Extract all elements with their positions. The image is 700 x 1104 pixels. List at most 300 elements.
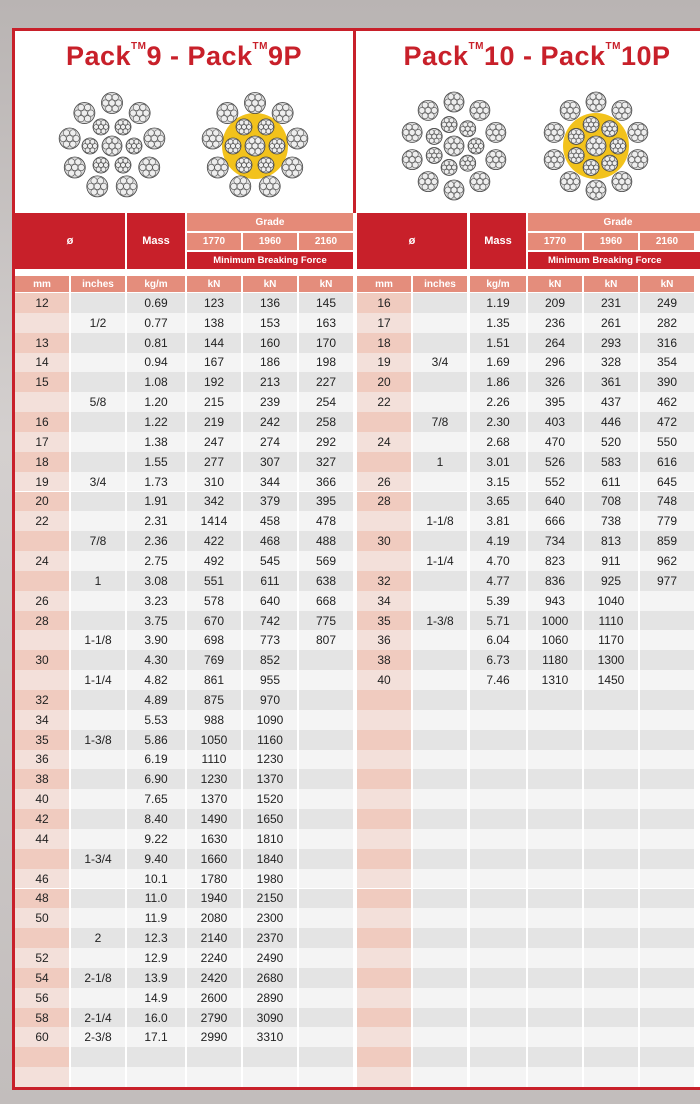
table-cell — [357, 988, 411, 1008]
table-cell: 1040 — [584, 591, 638, 611]
table-cell — [413, 571, 467, 591]
table-cell: 153 — [243, 313, 297, 333]
table-cell — [584, 829, 638, 849]
unit-label: kN — [187, 276, 241, 292]
table-cell — [15, 531, 69, 551]
table-cell — [299, 1047, 353, 1067]
table-cell: 779 — [640, 511, 694, 531]
table-cell: 6.19 — [127, 750, 185, 770]
table-cell: 14 — [15, 353, 69, 373]
unit-label: inches — [71, 276, 125, 292]
mbf-header-right: Minimum Breaking Force — [528, 252, 700, 269]
table-cell: 236 — [528, 313, 582, 333]
table-cell — [71, 611, 125, 631]
table-cell: 14.9 — [127, 988, 185, 1008]
table-cell — [640, 591, 694, 611]
rope-cross-section-9 — [57, 91, 167, 201]
table-cell — [470, 750, 526, 770]
table-cell — [71, 293, 125, 313]
table-cell — [413, 889, 467, 909]
table-cell: 167 — [187, 353, 241, 373]
table-cell — [584, 789, 638, 809]
table-cell: 1810 — [243, 829, 297, 849]
table-cell: 296 — [528, 353, 582, 373]
table-cell — [15, 1047, 69, 1067]
table-cell — [640, 730, 694, 750]
table-cell: 0.81 — [127, 333, 185, 353]
table-cell — [640, 1047, 694, 1067]
table-cell: 395 — [299, 492, 353, 512]
table-cell: 875 — [187, 690, 241, 710]
table-cell: 1 — [413, 452, 467, 472]
table-cell — [584, 908, 638, 928]
table-cell: 2490 — [243, 948, 297, 968]
table-cell — [470, 928, 526, 948]
table-cell — [640, 1008, 694, 1028]
table-cell — [528, 988, 582, 1008]
table-cell — [15, 571, 69, 591]
table-cell — [299, 1027, 353, 1047]
table-cell: 261 — [584, 313, 638, 333]
table-cell — [15, 670, 69, 690]
table-cell: 123 — [187, 293, 241, 313]
table-cell: 10.1 — [127, 869, 185, 889]
table-cell — [584, 869, 638, 889]
table-cell: 769 — [187, 650, 241, 670]
table-cell — [528, 1008, 582, 1028]
table-cell: 6.73 — [470, 650, 526, 670]
table-cell: 19 — [357, 353, 411, 373]
table-cell: 5.71 — [470, 611, 526, 631]
table-cell: 2420 — [187, 968, 241, 988]
table-cell — [584, 968, 638, 988]
table-cell: 569 — [299, 551, 353, 571]
table-cell — [357, 412, 411, 432]
table-cell — [470, 829, 526, 849]
unit-label: kN — [299, 276, 353, 292]
table-cell — [357, 551, 411, 571]
table-cell — [71, 809, 125, 829]
table-cell — [413, 392, 467, 412]
table-cell — [299, 690, 353, 710]
table-cell — [299, 789, 353, 809]
table-cell — [470, 869, 526, 889]
table-cell — [528, 849, 582, 869]
table-cell: 24 — [15, 551, 69, 571]
table-cell: 1300 — [584, 650, 638, 670]
table-cell: 18 — [357, 333, 411, 353]
table-cell — [71, 750, 125, 770]
table-cell — [357, 750, 411, 770]
table-cell — [584, 1027, 638, 1047]
table-cell — [299, 908, 353, 928]
table-cell — [640, 829, 694, 849]
table-cell: 1-1/8 — [413, 511, 467, 531]
table-cell: 390 — [640, 372, 694, 392]
table-cell: 327 — [299, 452, 353, 472]
table-cell: 19 — [15, 472, 69, 492]
table-cell — [470, 889, 526, 909]
table-cell — [413, 670, 467, 690]
pack10-header — [357, 31, 700, 213]
table-cell: 925 — [584, 571, 638, 591]
table-cell — [413, 472, 467, 492]
table-cell: 26 — [357, 472, 411, 492]
table-cell: 5.39 — [470, 591, 526, 611]
table-cell — [357, 968, 411, 988]
table-cell: 478 — [299, 511, 353, 531]
table-cell: 30 — [357, 531, 411, 551]
table-cell — [357, 889, 411, 909]
table-cell: 2890 — [243, 988, 297, 1008]
table-cell: 12.9 — [127, 948, 185, 968]
table-cell: 328 — [584, 353, 638, 373]
unit-label: inches — [413, 276, 467, 292]
table-cell: 28 — [357, 492, 411, 512]
table-cell: 15 — [15, 372, 69, 392]
table-cell: 4.77 — [470, 571, 526, 591]
table-cell: 1.20 — [127, 392, 185, 412]
table-cell: 468 — [243, 531, 297, 551]
table-cell: 264 — [528, 333, 582, 353]
table-cell: 1-1/4 — [413, 551, 467, 571]
table-cell: 670 — [187, 611, 241, 631]
table-cell: 138 — [187, 313, 241, 333]
table-cell: 354 — [640, 353, 694, 373]
table-cell: 611 — [584, 472, 638, 492]
table-cell: 1-3/4 — [71, 849, 125, 869]
table-cell: 52 — [15, 948, 69, 968]
table-cell: 22 — [357, 392, 411, 412]
table-cell: 2.36 — [127, 531, 185, 551]
table-cell — [470, 908, 526, 928]
table-cell: 2 — [71, 928, 125, 948]
table-cell: 310 — [187, 472, 241, 492]
table-cell — [470, 988, 526, 1008]
table-cell: 12 — [15, 293, 69, 313]
table-cell: 20 — [15, 492, 69, 512]
unit-label: kg/m — [470, 276, 526, 292]
table-cell: 645 — [640, 472, 694, 492]
unit-label: kg/m — [127, 276, 185, 292]
table-cell — [470, 1047, 526, 1067]
table-cell: 1.19 — [470, 293, 526, 313]
table-cell: 3.90 — [127, 630, 185, 650]
table-cell: 552 — [528, 472, 582, 492]
table-cell: 6.90 — [127, 769, 185, 789]
table-cell — [528, 750, 582, 770]
table-cell — [299, 988, 353, 1008]
table-cell: 773 — [243, 630, 297, 650]
table-cell: 807 — [299, 630, 353, 650]
pack9-title: Pack™9 - Pack™9P — [65, 41, 303, 71]
table-cell: 4.70 — [470, 551, 526, 571]
table-cell: 1630 — [187, 829, 241, 849]
table-cell: 852 — [243, 650, 297, 670]
table-cell: 316 — [640, 333, 694, 353]
table-cell — [584, 988, 638, 1008]
table-cell — [528, 908, 582, 928]
table-cell: 943 — [528, 591, 582, 611]
table-cell — [413, 690, 467, 710]
table-cell — [357, 908, 411, 928]
table-cell: 1/2 — [71, 313, 125, 333]
grade-2160-right: 2160 — [640, 233, 694, 250]
table-cell: 1060 — [528, 630, 582, 650]
table-cell: 3090 — [243, 1008, 297, 1028]
table-cell: 292 — [299, 432, 353, 452]
table-cell — [299, 1008, 353, 1028]
grade-1960-right: 1960 — [584, 233, 638, 250]
table-cell — [299, 730, 353, 750]
table-cell: 395 — [528, 392, 582, 412]
table-cell: 1490 — [187, 809, 241, 829]
table-cell — [528, 1047, 582, 1067]
rope-cross-section-10p — [541, 91, 651, 201]
table-cell: 11.0 — [127, 889, 185, 909]
table-cell: 3.23 — [127, 591, 185, 611]
table-cell: 640 — [528, 492, 582, 512]
rope-cross-section-10 — [399, 91, 509, 201]
table-cell: 342 — [187, 492, 241, 512]
table-cell — [470, 1008, 526, 1028]
table-cell — [299, 670, 353, 690]
table-cell: 227 — [299, 372, 353, 392]
table-cell — [15, 313, 69, 333]
table-cell: 293 — [584, 333, 638, 353]
table-cell — [413, 789, 467, 809]
table-cell — [413, 829, 467, 849]
table-cell: 344 — [243, 472, 297, 492]
table-cell: 38 — [15, 769, 69, 789]
table-cell: 1-1/8 — [71, 630, 125, 650]
table-cell: 955 — [243, 670, 297, 690]
table-cell — [470, 948, 526, 968]
table-cell — [413, 928, 467, 948]
table-cell — [413, 313, 467, 333]
table-cell — [640, 630, 694, 650]
table-cell — [413, 1047, 467, 1067]
table-cell: 446 — [584, 412, 638, 432]
table-cell — [71, 372, 125, 392]
table-cell — [584, 690, 638, 710]
table-cell: 638 — [299, 571, 353, 591]
table-cell — [470, 789, 526, 809]
table-cell: 520 — [584, 432, 638, 452]
table-cell — [71, 789, 125, 809]
table-cell: 911 — [584, 551, 638, 571]
table-cell: 274 — [243, 432, 297, 452]
table-cell: 5.86 — [127, 730, 185, 750]
table-cell — [413, 650, 467, 670]
table-cell — [413, 869, 467, 889]
table-cell — [357, 690, 411, 710]
table-cell — [127, 1047, 185, 1067]
table-cell — [413, 710, 467, 730]
table-cell — [470, 968, 526, 988]
rope-data-sheet — [12, 28, 700, 1090]
table-cell — [413, 948, 467, 968]
table-cell: 2150 — [243, 889, 297, 909]
table-cell: 56 — [15, 988, 69, 1008]
table-cell: 550 — [640, 432, 694, 452]
table-cell: 861 — [187, 670, 241, 690]
table-cell: 247 — [187, 432, 241, 452]
table-cell: 1980 — [243, 869, 297, 889]
table-cell — [470, 690, 526, 710]
table-cell — [71, 353, 125, 373]
table-cell: 742 — [243, 611, 297, 631]
table-cell: 1660 — [187, 849, 241, 869]
table-cell: 0.77 — [127, 313, 185, 333]
table-cell: 1310 — [528, 670, 582, 690]
table-cell: 50 — [15, 908, 69, 928]
table-cell: 2.26 — [470, 392, 526, 412]
table-cell: 1.91 — [127, 492, 185, 512]
table-cell — [299, 849, 353, 869]
table-cell: 1450 — [584, 670, 638, 690]
table-cell — [357, 769, 411, 789]
table-cell: 24 — [357, 432, 411, 452]
table-cell: 1370 — [243, 769, 297, 789]
table-cell — [640, 769, 694, 789]
unit-label: mm — [15, 276, 69, 292]
table-cell — [584, 889, 638, 909]
table-cell — [584, 1067, 638, 1087]
table-cell: 1.55 — [127, 452, 185, 472]
table-cell: 1-3/8 — [71, 730, 125, 750]
table-cell — [528, 789, 582, 809]
table-cell: 3.65 — [470, 492, 526, 512]
table-cell — [357, 1027, 411, 1047]
table-cell: 616 — [640, 452, 694, 472]
table-cell: 40 — [15, 789, 69, 809]
table-cell: 48 — [15, 889, 69, 909]
table-cell — [640, 710, 694, 730]
table-cell: 35 — [357, 611, 411, 631]
table-cell: 462 — [640, 392, 694, 412]
table-cell — [71, 690, 125, 710]
table-cell: 492 — [187, 551, 241, 571]
table-cell: 239 — [243, 392, 297, 412]
table-cell: 254 — [299, 392, 353, 412]
mass-header: Mass — [127, 213, 185, 269]
table-cell — [584, 769, 638, 789]
table-cell: 12.3 — [127, 928, 185, 948]
table-cell: 1-3/8 — [413, 611, 467, 631]
table-cell — [71, 1047, 125, 1067]
table-cell: 186 — [243, 353, 297, 373]
table-cell: 2600 — [187, 988, 241, 1008]
table-cell — [413, 988, 467, 1008]
table-cell — [71, 333, 125, 353]
grade-header: Grade — [187, 213, 353, 231]
table-cell — [299, 889, 353, 909]
table-cell: 2-1/8 — [71, 968, 125, 988]
table-cell — [71, 829, 125, 849]
table-cell: 3310 — [243, 1027, 297, 1047]
table-cell: 470 — [528, 432, 582, 452]
table-cell — [640, 849, 694, 869]
table-cell — [640, 809, 694, 829]
table-cell — [71, 889, 125, 909]
table-cell: 379 — [243, 492, 297, 512]
table-cell — [357, 710, 411, 730]
table-cell — [528, 710, 582, 730]
table-cell: 1.08 — [127, 372, 185, 392]
table-cell: 13 — [15, 333, 69, 353]
table-cell: 46 — [15, 869, 69, 889]
table-cell — [413, 1008, 467, 1028]
table-cell: 13.9 — [127, 968, 185, 988]
table-cell: 1110 — [584, 611, 638, 631]
table-cell — [528, 730, 582, 750]
table-cell: 58 — [15, 1008, 69, 1028]
table-cell: 836 — [528, 571, 582, 591]
table-cell — [299, 869, 353, 889]
table-cell — [528, 829, 582, 849]
table-cell: 698 — [187, 630, 241, 650]
table-cell — [640, 611, 694, 631]
table-cell: 1000 — [528, 611, 582, 631]
table-cell — [584, 849, 638, 869]
table-cell — [413, 591, 467, 611]
table-cell — [299, 710, 353, 730]
table-cell: 2080 — [187, 908, 241, 928]
table-cell — [413, 730, 467, 750]
table-cell: 1230 — [243, 750, 297, 770]
table-cell — [413, 1027, 467, 1047]
table-cell: 1.86 — [470, 372, 526, 392]
table-cell: 2790 — [187, 1008, 241, 1028]
grade-header-right: Grade — [528, 213, 700, 231]
table-cell: 1.22 — [127, 412, 185, 432]
table-cell: 7.65 — [127, 789, 185, 809]
table-cell: 17 — [15, 432, 69, 452]
table-cell: 192 — [187, 372, 241, 392]
table-cell: 4.30 — [127, 650, 185, 670]
table-cell: 1.35 — [470, 313, 526, 333]
table-cell: 738 — [584, 511, 638, 531]
table-cell — [15, 1067, 69, 1087]
table-cell — [584, 948, 638, 968]
header-divider — [353, 31, 356, 213]
table-cell: 2680 — [243, 968, 297, 988]
table-cell — [357, 730, 411, 750]
table-cell: 5.53 — [127, 710, 185, 730]
table-cell — [71, 551, 125, 571]
table-cell — [71, 948, 125, 968]
table-cell — [15, 392, 69, 412]
table-cell: 2240 — [187, 948, 241, 968]
table-cell — [299, 948, 353, 968]
table-cell: 666 — [528, 511, 582, 531]
table-cell: 36 — [357, 630, 411, 650]
table-cell: 38 — [357, 650, 411, 670]
table-cell: 20 — [357, 372, 411, 392]
table-cell — [470, 730, 526, 750]
table-cell: 748 — [640, 492, 694, 512]
pack10-title: Pack™10 - Pack™10P — [403, 41, 671, 71]
table-cell: 242 — [243, 412, 297, 432]
table-cell — [357, 849, 411, 869]
table-cell — [299, 829, 353, 849]
table-cell: 823 — [528, 551, 582, 571]
table-cell — [470, 1027, 526, 1047]
table-cell — [299, 1067, 353, 1087]
table-cell — [528, 869, 582, 889]
table-cell — [640, 670, 694, 690]
